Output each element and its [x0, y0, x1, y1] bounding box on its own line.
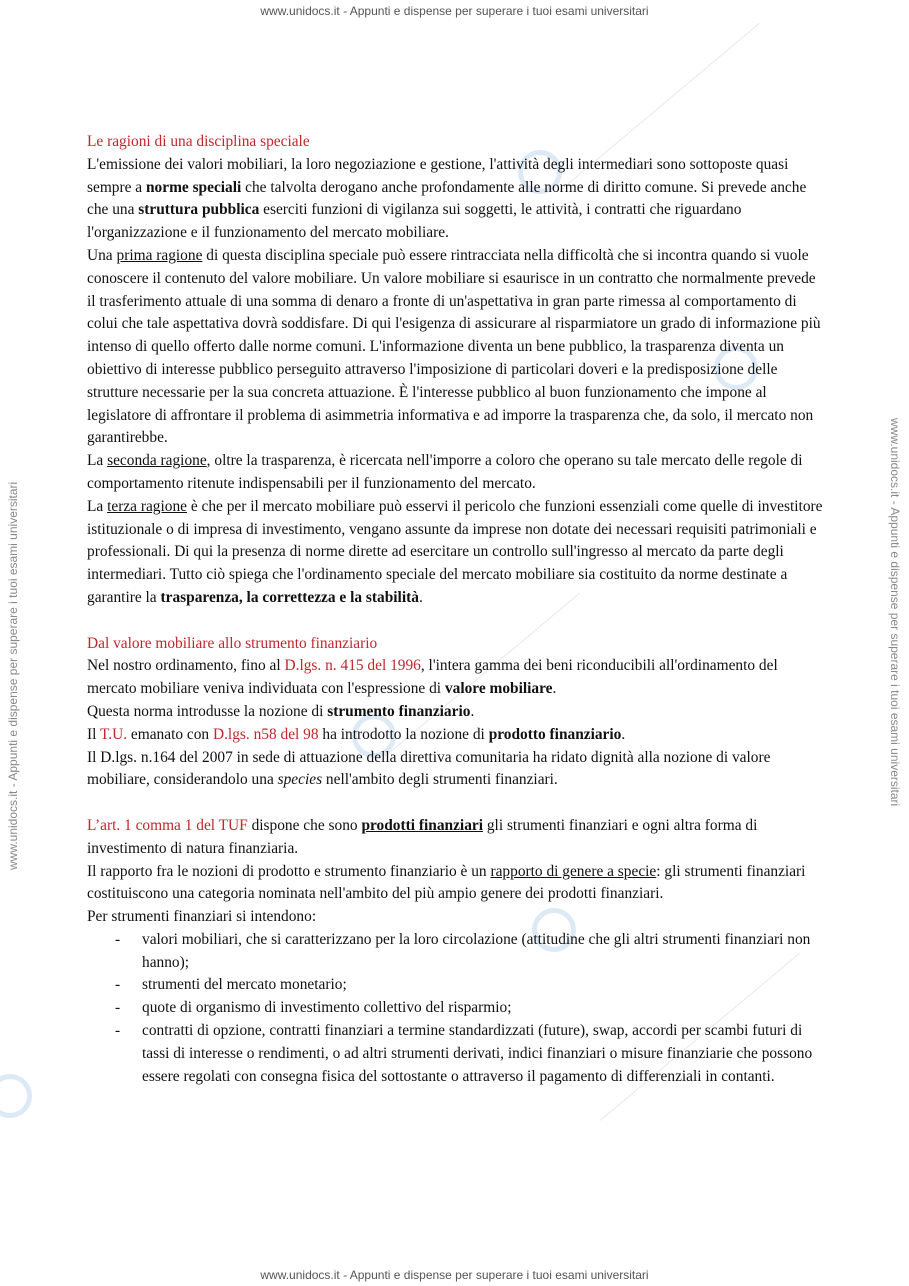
section-heading: Dal valore mobiliare allo strumento finanziario	[87, 634, 378, 652]
paragraph: Per strumenti finanziari si intendono:	[87, 908, 317, 926]
paragraph: Il T.U. emanato con D.lgs. n58 del 98 ha introdotto la nozione di prodotto finanziario.	[87, 725, 626, 743]
paragraph: La seconda ragione, oltre la trasparenza, è ricercata nell'imporre a coloro che operano su tale mercato delle regole di comportamento ritenute indispensabili per il funzionamento del mercato.	[87, 452, 803, 492]
paragraph: Questa norma introdusse la nozione di strumento finanziario.	[87, 702, 475, 720]
list-item: - quote di organismo di investimento collettivo del risparmio;	[87, 997, 827, 1020]
section-heading: Le ragioni di una disciplina speciale	[87, 133, 310, 150]
paragraph: Nel nostro ordinamento, fino al D.lgs. n. 415 del 1996, l'intera gamma dei beni riconducibili all'ordinamento del mercato mobiliare veniva individuata con l'espressione di valore mobiliare.	[87, 657, 778, 698]
spacer	[87, 610, 827, 633]
list-item: - contratti di opzione, contratti finanziari a termine standardizzati (future), swap, accordi per scambi futuri di tassi di interesse o rendimenti, o ad altri strumenti derivati, indici finanziari o misure finanziarie che possono essere regolati con consegna fisica del sottostante o attraverso il pagamento di differenziali in contanti.	[87, 1020, 827, 1088]
watermark-banner-top: www.unidocs.it - Appunti e dispense per superare i tuoi esami universitari	[260, 4, 649, 18]
watermark-side-right: www.unidocs.it - Appunti e dispense per superare i tuoi esami universitari	[888, 418, 902, 807]
watermark-logo-icon	[0, 1074, 32, 1118]
spacer	[87, 792, 827, 815]
paragraph: Il rapporto fra le nozioni di prodotto e strumento finanziario è un rapporto di genere a specie: gli strumenti finanziari costituiscono una categoria nominata nell'ambito del più ampio genere dei prodotti finanziari.	[87, 862, 806, 903]
list-item: - strumenti del mercato monetario;	[87, 974, 827, 997]
paragraph: Una prima ragione di questa disciplina speciale può essere rintracciata nella difficoltà che si incontra quando si vuole conoscere il contenuto del valore mobiliare. Un valore mobiliare si esaurisce in un contratto che normalmente prevede il trasferimento attuale di una somma di denaro a fronte di un'aspettativa in gran parte rimessa al comportamento di colui che tale aspettativa dovrà soddisfare. Di qui l'esigenza di assicurare al risparmiatore un grado di informazione più intenso di quello offerto dalle norme comuni. L'informazione diventa un bene pubblico, la trasparenza diventa un obiettivo di interesse pubblico perseguito attraverso l'imposizione di particolari doveri e la predisposizione delle strutture necessarie per la sua concreta attuazione. È l'interesse pubblico al buon funzionamento che impone al legislatore di affrontare il problema di asimmetria informativa e ad imporre la trasparenza che, da solo, il mercato non garantirebbe.	[87, 246, 821, 447]
paragraph: L’art. 1 comma 1 del TUF dispone che sono prodotti finanziari gli strumenti finanziari e ogni altra forma di investimento di natura finanziaria.	[87, 816, 758, 857]
watermark-banner-bottom: www.unidocs.it - Appunti e dispense per superare i tuoi esami universitari	[260, 1268, 649, 1282]
paragraph: Il D.lgs. n.164 del 2007 in sede di attuazione della direttiva comunitaria ha ridato dignità alla nozione di valore mobiliare, considerandolo una species nell'ambito degli strumenti finanziari.	[87, 748, 771, 789]
document-body	[87, 131, 827, 1088]
paragraph: La terza ragione è che per il mercato mobiliare può esservi il pericolo che funzioni essenziali come quelle di investitore istituzionale o di impresa di investimento, vengano assunte da imprese non dotate dei necessari requisiti patrimoniali e professionali. Di qui la presenza di norme dirette ad esercitare un controllo sull'ingresso al mercato da parte degli intermediari. Tutto ciò spiega che l'ordinamento speciale del mercato mobiliare sia costituito da norme destinate a garantire la trasparenza, la correttezza e la stabilità.	[87, 497, 823, 606]
watermark-side-left: www.unidocs.it - Appunti e dispense per superare i tuoi esami universitari	[6, 481, 20, 870]
dash-list	[87, 929, 827, 1089]
paragraph: L'emissione dei valori mobiliari, la loro negoziazione e gestione, l'attività degli intermediari sono sottoposte quasi sempre a norme speciali che talvolta derogano anche profondamente alle norme di diritto comune. Si prevede anche che una struttura pubblica eserciti funzioni di vigilanza sui soggetti, le attività, i contratti che riguardano l'organizzazione e il funzionamento del mercato mobiliare.	[87, 155, 807, 242]
list-item: - valori mobiliari, che si caratterizzano per la loro circolazione (attitudine che gli altri strumenti finanziari non hanno);	[87, 929, 827, 975]
